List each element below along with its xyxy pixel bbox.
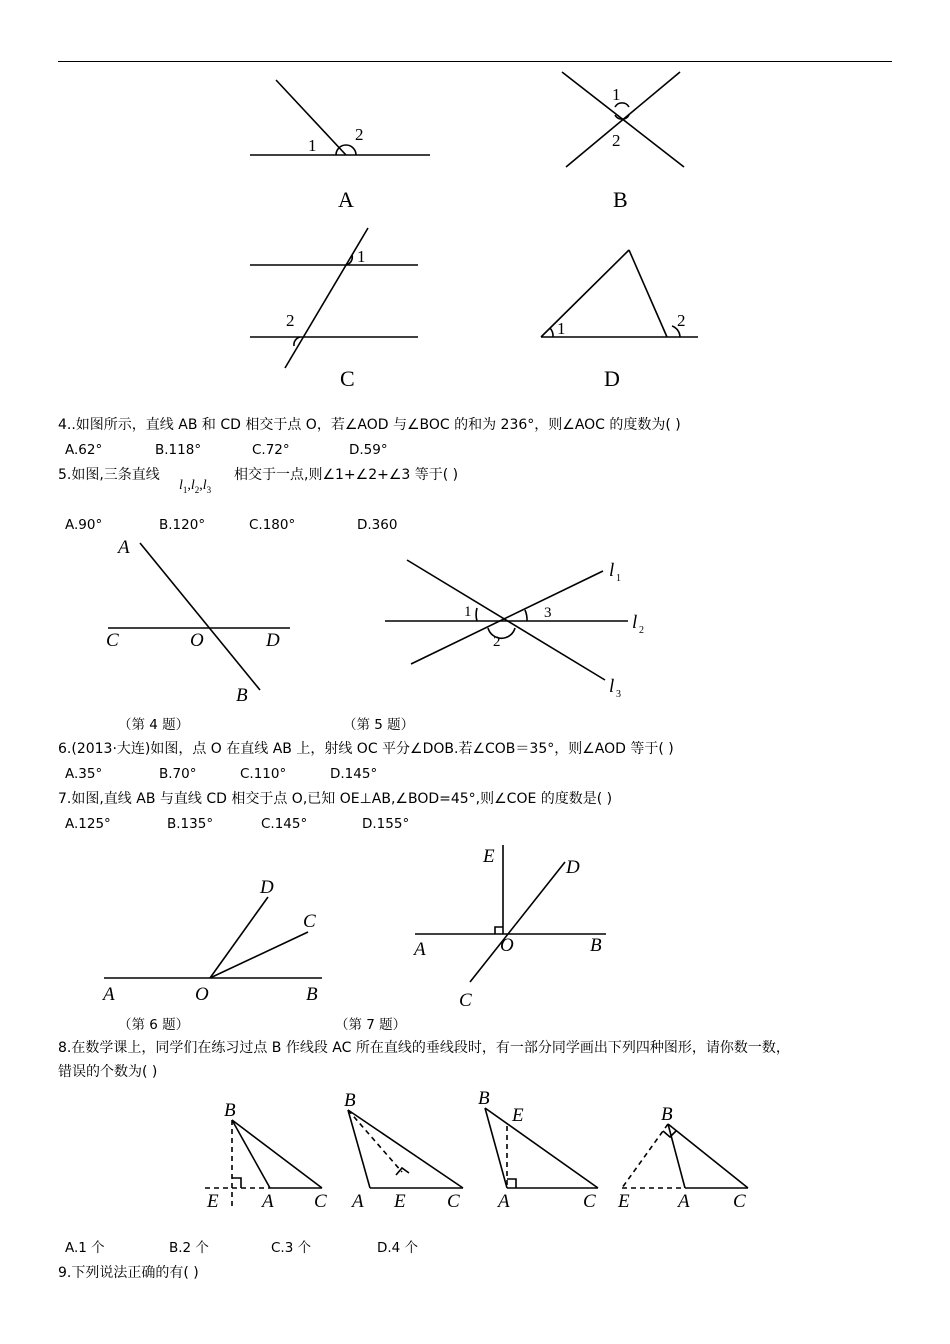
fig6-label-d: D [260, 877, 274, 898]
fig8-4-label-e: E [618, 1191, 630, 1212]
fig7-label-o: O [500, 935, 514, 956]
q4-option-d: D.59° [349, 442, 388, 458]
fig7-label-e: E [483, 846, 495, 867]
q9-stem: 9.下列说法正确的有( ) [58, 1265, 199, 1281]
q5-l1-sub: 1 [182, 484, 188, 495]
fig8-4-label-c: C [733, 1191, 746, 1212]
figure-q8-4 [617, 1104, 748, 1212]
q3-label-d: D [604, 366, 620, 391]
fig8-2-label-a: A [352, 1191, 364, 1212]
q3d-angle2: 2 [677, 311, 686, 330]
q6-stem: 6.(2013·大连)如图，点 O 在直线 AB 上，射线 OC 平分∠DOB.若∠COB＝35°，则∠AOD 等于( ) [58, 741, 674, 757]
fig5-angle2: 2 [493, 634, 501, 650]
q3d-angle1: 1 [557, 319, 566, 338]
fig4-label-c: C [106, 630, 119, 651]
fig7-label-d: D [566, 857, 580, 878]
fig8-4-label-b: B [661, 1104, 673, 1125]
q3a-angle1: 1 [308, 136, 317, 155]
q5-l2: l [190, 478, 195, 493]
fig8-2-label-c: C [447, 1191, 460, 1212]
fig6-label-c: C [303, 911, 316, 932]
q5-option-b: B.120° [159, 517, 206, 533]
fig8-3-label-e: E [512, 1105, 524, 1126]
q3c-angle2: 2 [286, 311, 295, 330]
q7-option-d: D.155° [362, 816, 410, 832]
q5-stem-b: 相交于一点,则∠1+∠2+∠3 等于( ) [234, 467, 459, 483]
fig6-label-o: O [195, 984, 209, 1005]
q5-l3: l [202, 478, 207, 493]
q5-l2-sub: 2 [194, 484, 200, 495]
q8-option-b: B.2 个 [169, 1240, 209, 1256]
fig4-label-a: A [118, 537, 130, 558]
q4-option-c: C.72° [252, 442, 290, 458]
fig5-angle3: 3 [544, 605, 552, 621]
q5-stem-a: 5.如图,三条直线 [58, 467, 160, 483]
q8-option-c: C.3 个 [271, 1240, 312, 1256]
q4-stem: 4..如图所示，直线 AB 和 CD 相交于点 O，若∠AOD 与∠BOC 的和为 236°，则∠AOC 的度数为( ) [58, 417, 681, 433]
fig8-1-label-a: A [262, 1191, 274, 1212]
figure-q8-2 [344, 1090, 463, 1212]
q7-option-a: A.125° [65, 816, 111, 832]
q4-option-a: A.62° [65, 442, 103, 458]
q6-option-c: C.110° [240, 766, 287, 782]
fig4-caption: （第 4 题） [118, 717, 190, 733]
q3b-angle1: 1 [612, 85, 621, 104]
fig4-label-d: D [266, 630, 280, 651]
q7-option-c: C.145° [261, 816, 308, 832]
fig5-angle1: 1 [464, 604, 472, 620]
figure-q8-3 [478, 1088, 598, 1212]
q4-option-b: B.118° [155, 442, 202, 458]
fig8-3-label-a: A [498, 1191, 510, 1212]
q5-option-c: C.180° [249, 517, 296, 533]
fig8-3-label-b: B [478, 1088, 490, 1109]
fig6-label-a: A [103, 984, 115, 1005]
fig5-l3: l [609, 676, 615, 697]
fig4-label-o: O [190, 630, 204, 651]
fig5-l1: l [609, 560, 615, 581]
q5-option-d: D.360 [357, 517, 398, 533]
fig5-caption: （第 5 题） [343, 717, 415, 733]
q5-line-names: $l_1,l_2,l_3$ [179, 478, 212, 495]
q8-option-d: D.4 个 [377, 1240, 419, 1256]
fig8-2-label-b: B [344, 1090, 356, 1111]
fig8-1-label-e: E [207, 1191, 219, 1212]
fig5-l2: l [632, 612, 638, 633]
q7-option-b: B.135° [167, 816, 214, 832]
fig8-1-label-b: B [224, 1100, 236, 1121]
q3a-angle2: 2 [355, 125, 364, 144]
q3-label-b: B [613, 187, 628, 212]
q3c-angle1: 1 [357, 247, 366, 266]
q5-l1: l [179, 478, 183, 493]
figure-q8-1 [205, 1100, 327, 1212]
fig5-l3-sub: 3 [616, 689, 621, 700]
q8-stem-line2: 错误的个数为( ) [58, 1064, 158, 1080]
fig5-l1-sub: 1 [616, 573, 621, 584]
fig7-label-c: C [459, 990, 472, 1011]
fig8-2-label-e: E [394, 1191, 406, 1212]
q6-option-d: D.145° [330, 766, 378, 782]
q3b-angle2: 2 [612, 131, 621, 150]
q3-label-c: C [340, 366, 355, 391]
fig5-l2-sub: 2 [639, 625, 644, 636]
q8-option-a: A.1 个 [65, 1240, 105, 1256]
fig6-caption: （第 6 题） [118, 1017, 190, 1033]
fig7-label-a: A [414, 939, 426, 960]
q8-stem-line1: 8.在数学课上，同学们在练习过点 B 作线段 AC 所在直线的垂线段时，有一部分同学画出下列四种图形，请你数一数， [58, 1040, 790, 1056]
q3-label-a: A [338, 187, 354, 212]
q5-l3-sub: 3 [206, 484, 212, 495]
fig6-label-b: B [306, 984, 318, 1005]
fig7-caption: （第 7 题） [335, 1017, 407, 1033]
q6-option-a: A.35° [65, 766, 103, 782]
q5-option-a: A.90° [65, 517, 103, 533]
fig4-label-b: B [236, 685, 248, 706]
fig8-1-label-c: C [314, 1191, 327, 1212]
fig8-3-label-c: C [583, 1191, 596, 1212]
fig8-4-label-a: A [678, 1191, 690, 1212]
q6-option-b: B.70° [159, 766, 197, 782]
fig7-label-b: B [590, 935, 602, 956]
q7-stem: 7.如图,直线 AB 与直线 CD 相交于点 O,已知 OE⊥AB,∠BOD=45°,则∠COE 的度数是( ) [58, 791, 613, 807]
